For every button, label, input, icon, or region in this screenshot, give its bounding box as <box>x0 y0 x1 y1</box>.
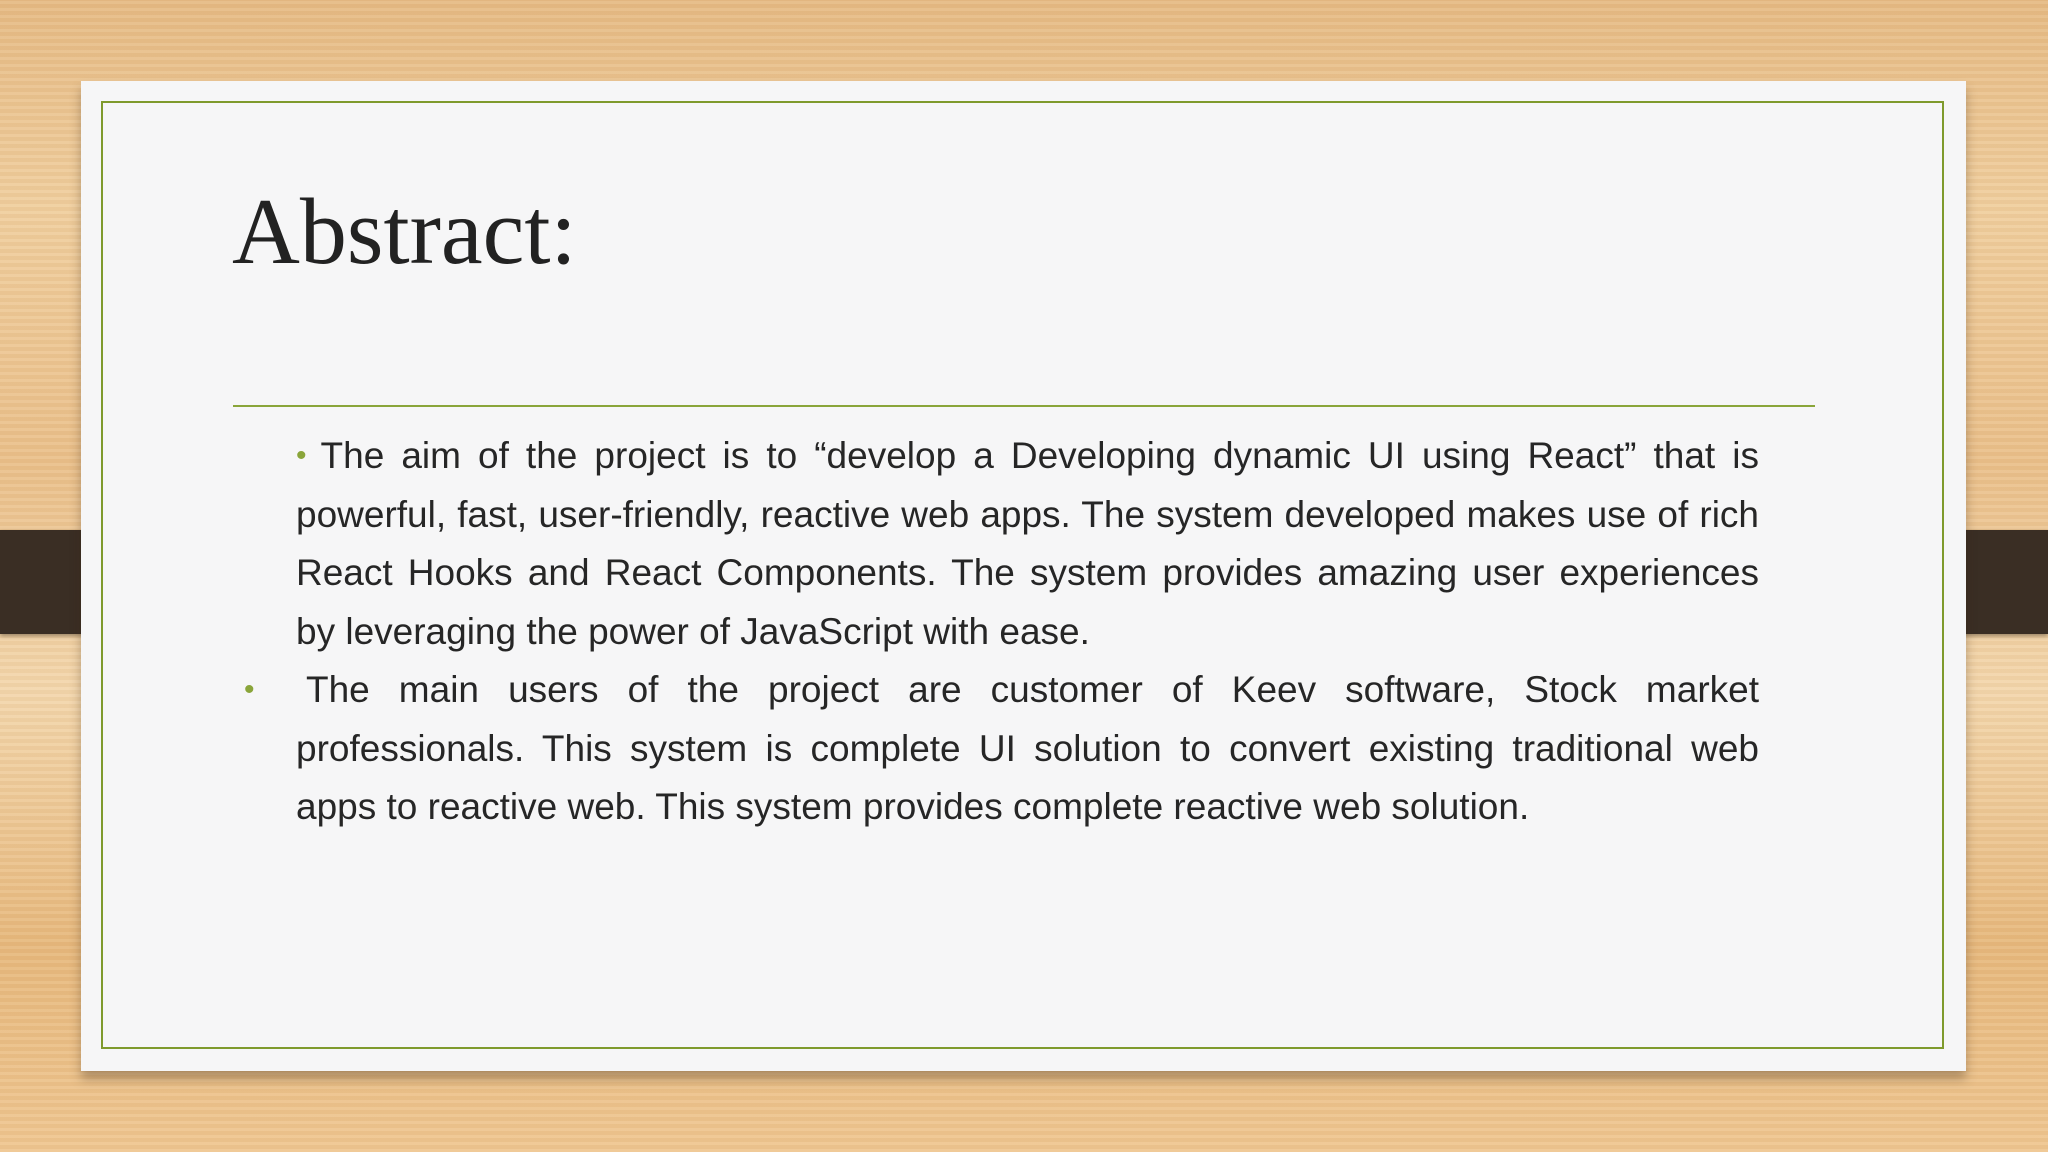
bullet-item-aim <box>296 427 1759 661</box>
bullet-text-users: The main users of the project are customer of Keev software, Stock market professionals. This system is complete UI solution to convert existing traditional web apps to reactive web. This system provides complete reactive web solution. <box>296 669 1759 827</box>
slide-title: Abstract: <box>232 180 577 284</box>
bullet-list <box>244 427 1759 837</box>
bullet-dot-icon: • <box>244 673 255 706</box>
bullet-text-aim: The aim of the project is to “develop a Developing dynamic UI using React” that is powerful, fast, user-friendly, reactive web apps. The system developed makes use of rich React Hooks and React Components. The system provides amazing user experiences by leveraging the power of JavaScript with ease. <box>296 435 1759 652</box>
bullet-dot-icon: • <box>296 439 307 472</box>
slide <box>81 81 1966 1071</box>
title-divider <box>233 405 1815 407</box>
bullet-item-users <box>244 661 1759 837</box>
